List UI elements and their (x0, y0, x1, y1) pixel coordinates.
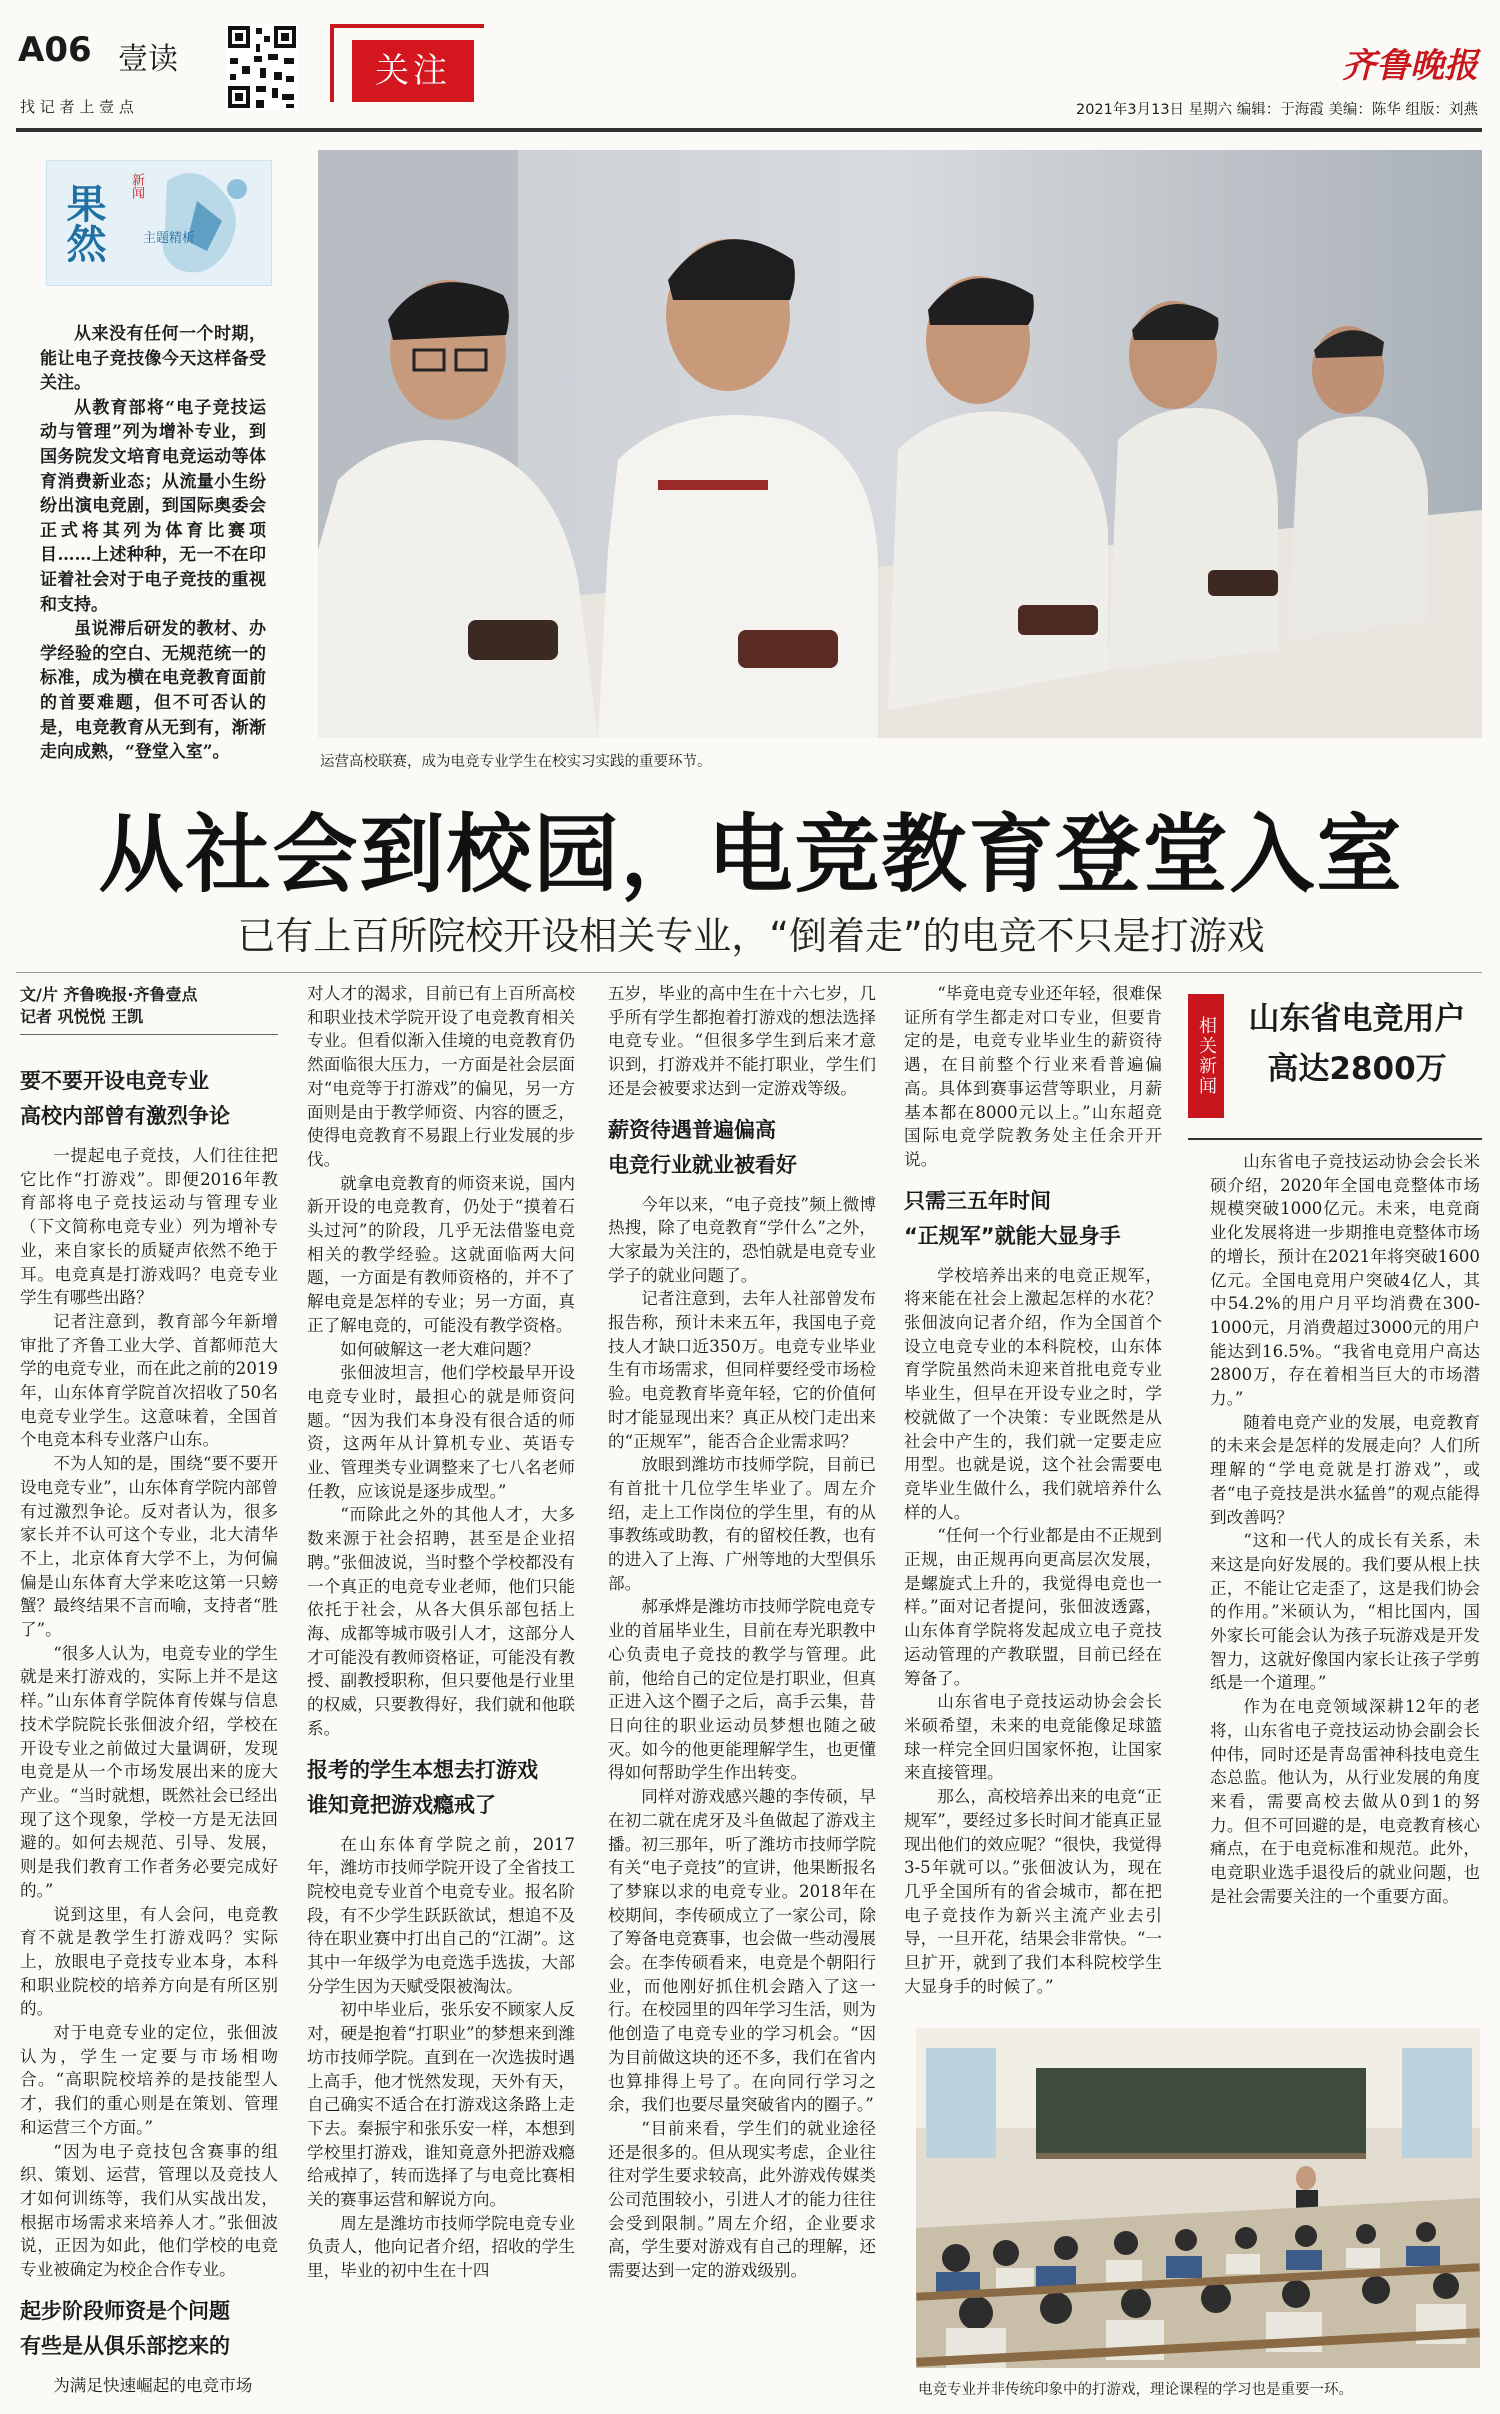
paragraph: 为满足快速崛起的电竞市场 (53, 2375, 253, 2395)
subhead-line: 电竞行业就业被看好 (608, 1152, 797, 1177)
paragraph: 一提起电子竞技，人们往往把它比作“打游戏”。即便2016年教育部将电子竞技运动与管理专业（下文简称电竞专业）列为增补专业，来自家长的质疑声依然不绝于耳。电竞真是打游戏吗？电竞专业学生有哪些出路？ (20, 1146, 278, 1308)
col1-body-2 (20, 2374, 278, 2398)
col1-body-1 (20, 1144, 278, 2282)
headline-rule (16, 972, 1482, 973)
column-tag: 关注 (352, 40, 474, 102)
sidebar-rule (1188, 1138, 1482, 1140)
paragraph: “任何一个行业都是由不正规到正规，由正规再向更高层次发展，是螺旋式上升的，我觉得电竞也一样。”面对记者提问，张佃波透露，山东体育学院将发起成立电子竞技运动管理的产教联盟，目前已经在筹备了。 (904, 1526, 1162, 1688)
sub-headline: 已有上百所院校开设相关专业，“倒着走”的电竞不只是打游戏 (237, 914, 1265, 958)
paragraph: 山东省电子竞技运动协会会长米硕介绍，2020年全国电竞整体市场规模突破1000亿元。未来，电竞商业化发展将进一步期推电竞整体市场的增长，预计在2021年将突破1600亿元。全国电竞用户突破4亿人，其中54.2%的用户月平均消费在300-1000元，月消费超过3000元的用户能达到16.5%。“我省电竞用户高达2800万，存在着相当巨大的市场潜力。” (1210, 1152, 1480, 1409)
subhead-1 (20, 1064, 278, 1134)
paragraph: 张佃波坦言，他们学校最早开设电竞专业时，最担心的就是师资问题。“因为我们本身没有很合适的师资，这两年从计算机专业、英语专业、管理类专业调整来了七八名老师任教，应该说是逐步成型。” (307, 1363, 575, 1501)
paragraph: “因为电子竞技包含赛事的组织、策划、运营，管理以及竞技人才如何训练等，我们从实战出发，根据市场需求来培养人才。”张佃波说，正因为如此，他们学校的电竞专业被确定为校企合作专业。 (20, 2141, 278, 2280)
subhead-3 (307, 1753, 575, 1823)
paragraph: 初中毕业后，张乐安不顾家人反对，硬是抱着“打职业”的梦想来到潍坊市技师学院。直到在一次选拔时遇上高手，他才恍然发现，天外有天，自己确实不适合在打游戏这条路上走下去。秦振宇和张乐安一样，本想到学校里打游戏，谁知竟意外把游戏瘾给戒掉了，转而选择了与电竞比赛相关的赛事运营和解说方向。 (307, 2000, 575, 2210)
related-news-tag: 相关新闻 (1188, 994, 1224, 1118)
top-photo-esports-students (318, 150, 1482, 738)
logo-small-text: 新闻 (129, 173, 144, 199)
paragraph: 记者注意到，教育部今年新增审批了齐鲁工业大学、首都师范大学的电竞专业，而在此之前的2019年，山东体育学院首次招收了50名电竞专业学生。这意味着，全国首个电竞本科专业落户山东。 (20, 1311, 278, 1450)
paragraph: 作为在电竞领域深耕12年的老将，山东省电子竞技运动协会副会长仲伟，同时还是青岛雷神科技电竞生态总监。他认为，从行业发展的角度来看，需要高校去做从0到1的努力。但不可回避的是，电竞教育核心痛点，在于电竞标准和规范。此外，电竞职业选手退役后的就业问题，也是社会需要关注的一个重要方面。 (1210, 1697, 1480, 1906)
sidebar-title-line: 高达2800万 (1267, 1051, 1447, 1087)
page-number: A06 (18, 30, 92, 70)
paragraph: 周左是潍坊市技师学院电竞专业负责人，他向记者介绍，招收的学生里，毕业的初中生在十四 (307, 2213, 575, 2281)
intro-paragraph: 从教育部将“电子竞技运动与管理”列为增补专业，到国务院发文培育电竞运动等体育消费新业态；从流量小生纷纷出演电竞剧，到国际奥委会正式将其列为体育比赛项目……上述种种，无一不在印证着社会对于电子竞技的重视和支持。 (40, 397, 266, 615)
column-1 (20, 1044, 278, 2397)
paragraph: “毕竟电竞专业还年轻，很难保证所有学生都走对口专业，但要肯定的是，电竞专业毕业生的薪资待遇，在目前整个行业来看普遍偏高。具体到赛事运营等职业，月薪基本都在8000元以上。”山东超竞国际电竞学院教务处主任余开开说。 (904, 984, 1162, 1169)
col4-body-1 (904, 982, 1162, 1172)
paragraph: “这和一代人的成长有关系，未来这是向好发展的。我们要从根上扶正，不能让它走歪了，这是我们协会的作用。”米硕认为，“相比国内，国外家长可能会认为孩子玩游戏是开发智力，这就好像国内家长让孩子学剪纸是一个道理。” (1210, 1531, 1480, 1693)
paragraph: 记者注意到，去年人社部曾发布报告称，预计未来五年，我国电子竞技人才缺口近350万。电竞专业毕业生有市场需求，但同样要经受市场检验。电竞教育毕竟年轻，它的价值何时才能显现出来？真正从校门走出来的“正规军”，能否合企业需求吗？ (608, 1289, 876, 1451)
subhead-2 (20, 2294, 278, 2364)
subhead-line: 起步阶段师资是个问题 (20, 2298, 230, 2323)
paragraph: 对人才的渴求，目前已有上百所高校和职业技术学院开设了电竞教育相关专业。但看似渐入佳境的电竞教育仍然面临很大压力，一方面是社会层面对“电竞等于打游戏”的偏见，另一方面则是由于教学师资、内容的匮乏，使得电竞教育不易跟上行业发展的步伐。 (307, 984, 575, 1169)
header-rule (16, 128, 1482, 132)
paragraph: 随着电竞产业的发展，电竞教育的未来会是怎样的发展走向？人们所理解的“学电竞就是打游戏”，或者“电子竞技是洪水猛兽”的观点能得到改善吗？ (1210, 1412, 1480, 1527)
subhead-line: 报考的学生本想去打游戏 (307, 1757, 538, 1782)
paragraph: 五岁，毕业的高中生在十六七岁，几乎所有学生都抱着打游戏的想法选择电竞专业。“但很多学生到后来才意识到，打游戏并不能打职业，学生们还是会被要求达到一定游戏等级。 (608, 984, 876, 1098)
paragraph: “目前来看，学生们的就业途径还是很多的。但从现实考虑，企业往往对学生要求较高，此外游戏传媒类公司范围较小，引进人才的能力往往会受到限制。”周左介绍，企业要求高，学生要对游戏有自己的理解，还需要达到一定的游戏级别。 (608, 2118, 876, 2281)
guoran-news-logo (46, 160, 272, 286)
intro-paragraph: 虽说滞后研发的教材、办学经验的空白、无规范统一的标准，成为横在电竞教育面前的首要难题，但不可否认的是，电竞教育从无到有，渐渐走向成熟，“登堂入室”。 (40, 619, 266, 763)
column-2 (307, 982, 575, 2283)
top-photo-caption: 运营高校联赛，成为电竞专业学生在校实习实践的重要环节。 (320, 754, 712, 770)
bottom-photo-caption: 电竞专业并非传统印象中的打游戏，理论课程的学习也是重要一环。 (918, 2382, 1353, 2398)
logo-caption: 主题精析 (143, 231, 196, 246)
col4-body-2 (904, 1264, 1162, 1999)
paragraph: 今年以来，“电子竞技”频上微博热搜，除了电竞教育“学什么”之外，大家最为关注的，恐怕就是电竞专业学子的就业问题了。 (608, 1194, 876, 1285)
col2-body-1 (307, 982, 575, 1741)
paragraph: 如何破解这一老大难问题？ (340, 1339, 540, 1359)
byline (20, 984, 278, 1028)
subhead-line: “正规军”就能大显身手 (904, 1223, 1121, 1248)
column-4 (904, 982, 1162, 1998)
intro-paragraph: 从来没有任何一个时期，能让电子竞技像今天这样备受关注。 (40, 324, 266, 394)
section-name: 壹读 (118, 42, 178, 77)
paragraph: “而除此之外的其他人才，大多数来源于社会招聘，甚至是企业招聘。”张佃波说，当时整个学校都没有一个真正的电竞专业老师，他们只能依托于社会，从各大俱乐部包括上海、成都等城市吸引人才，这部分人才可能没有教师资格证，可能没有教授、副教授职称，但只要他是行业里的权威，只要教得好，我们就和他联系。 (307, 1505, 575, 1738)
paragraph: 说到这里，有人会问，电竞教育不就是教学生打游戏吗？实际上，放眼电子竞技专业本身，本科和职业院校的培养方向是有所区别的。 (20, 1904, 278, 2019)
paragraph: 那么，高校培养出来的电竞“正规军”，要经过多长时间才能真正显现出他们的效应呢？“很快，我觉得3-5年就可以。”张佃波认为，现在几乎全国所有的省会城市，都在把电子竞技作为新兴主流产业去引导，一旦开花，结果会非常快。“一旦扩开，就到了我们本科院校学生大显身手的时候了。” (904, 1787, 1162, 1996)
column-3 (608, 982, 876, 2283)
byline-rule (20, 1034, 278, 1035)
paragraph: “很多人认为，电竞专业的学生就是来打游戏的，实际上并不是这样。”山东体育学院体育传媒与信息技术学院院长张佃波介绍，学校在开设专业之前做过大量调研，发现电竞是从一个市场发展出来的庞大产业。“当时就想，既然社会已经出现了这个现象，学校一方是无法回避的。如何去规范、引导、发展，则是我们教育工作者务必要完成好的。” (20, 1643, 278, 1900)
subhead-4 (608, 1113, 876, 1183)
bottom-photo-classroom (916, 2028, 1480, 2368)
logo-main-text: 果然 (60, 183, 107, 263)
paragraph: 不为人知的是，围绕“要不要开设电竞专业”，山东体育学院内部曾有过激烈争论。反对者认为，很多家长并不认可这个专业，北大清华不上，北京体育大学不上，为何偏偏是山东体育大学来吃这第一只螃蟹？最终结果不言而喻，支持者“胜了”。 (20, 1454, 278, 1640)
sidebar-title-line: 山东省电竞用户 (1248, 1001, 1466, 1037)
subhead-line: 要不要开设电竞专业 (20, 1069, 209, 1093)
subhead-line: 薪资待遇普遍偏高 (608, 1117, 776, 1142)
col2-body-2 (307, 1833, 575, 2283)
byline-line: 记者 巩悦悦 王凯 (20, 1007, 144, 1026)
paragraph: 学校培养出来的电竞正规军，将来能在社会上激起怎样的水花？张佃波向记者介绍，作为全国首个设立电竞专业的本科院校，山东体育学院虽然尚未迎来首批电竞专业毕业生，但早在开设专业之时，学校就做了一个决策：专业既然是从社会中产生的，我们就一定要走应用型。也就是说，这个社会需要电竞毕业生做什么，我们就培养什么样的人。 (904, 1265, 1162, 1522)
paragraph: 在山东体育学院之前，2017年，潍坊市技师学院开设了全省技工院校电竞专业首个电竞专业。报名阶段，有不少学生跃跃欲试，想追不及待在职业赛中打出自己的“江湖”。这其中一年级学为电竞选手选拔，大部分学生因为天赋受限被淘汰。 (307, 1834, 575, 1996)
paragraph: 山东省电子竞技运动协会会长米硕希望，未来的电竞能像足球篮球一样完全回归国家怀抱，让国家来直接管理。 (904, 1692, 1162, 1783)
paper-name: 齐鲁晚报 (1342, 46, 1478, 86)
sidebar-body (1210, 1150, 1480, 1909)
byline-line: 文/片 齐鲁晚报·齐鲁壹点 (20, 985, 198, 1004)
paragraph: 对于电竞专业的定位，张佃波认为，学生一定要与市场相吻合。“高职院校培养的是技能型人才，我们的重心则是在策划、管理和运营三个方面。” (20, 2023, 278, 2137)
col3-body-1 (608, 982, 876, 1101)
main-headline: 从社会到校园，电竞教育登堂入室 (98, 806, 1404, 905)
subhead-line: 高校内部曾有激烈争论 (20, 1104, 230, 1128)
col3-body-2 (608, 1193, 876, 2283)
qr-code-icon (226, 24, 298, 110)
dateline: 2021年3月13日 星期六 编辑：于海霞 美编：陈华 组版：刘燕 (1075, 102, 1478, 118)
subhead-line: 谁知竟把游戏瘾戒了 (307, 1792, 496, 1817)
paragraph: 郝承烨是潍坊市技师学院电竞专业的首届毕业生，目前在寿光职教中心负责电子竞技的教学与管理。此前，他给自己的定位是打职业，但真正进入这个圈子之后，高手云集，昔日向往的职业运动员梦想也随之破灭。如今的他更能理解学生，也更懂得如何帮助学生作出转变。 (608, 1597, 876, 1783)
paragraph: 同样对游戏感兴趣的李传硕，早在初二就在虎牙及斗鱼做起了游戏主播。初三那年，听了潍坊市技师学院有关“电子竞技”的宣讲，他果断报名了梦寐以求的电竞专业。2018年在校期间，李传硕成立了一家公司，除了筹备电竞赛事，也会做一些动漫展会。在李传硕看来，电竞是个朝阳行业，而他刚好抓住机会踏入了这一行。在校园里的四年学习生活，则为他创造了电竞专业的学习机会。“因为目前做这块的还不多，我们在省内也算排得上号了。在向同行学习之余，我们也要尽量突破省内的圈子。” (608, 1787, 876, 2115)
subhead-line: 有些是从俱乐部挖来的 (20, 2333, 230, 2358)
subhead-line: 只需三五年时间 (904, 1188, 1051, 1213)
slogan: 找 记 者 上 壹 点 (20, 98, 134, 116)
sidebar-title (1232, 994, 1482, 1094)
subhead-5 (904, 1184, 1162, 1254)
paragraph: 就拿电竞教育的师资来说，国内新开设的电竞教育，仍处于“摸着石头过河”的阶段，几乎无法借鉴电竞相关的教学经验。这就面临两大问题，一方面是有教师资格的，并不了解电竞是怎样的专业；另一方面，真正了解电竞的，可能没有教学资格。 (307, 1173, 575, 1335)
paragraph: 放眼到潍坊市技师学院，目前已有首批十几位学生毕业了。周左介绍，走上工作岗位的学生里，有的从事教练或助教，有的留校任教，也有的进入了上海、广州等地的大型俱乐部。 (608, 1455, 876, 1593)
intro-text (40, 322, 266, 765)
